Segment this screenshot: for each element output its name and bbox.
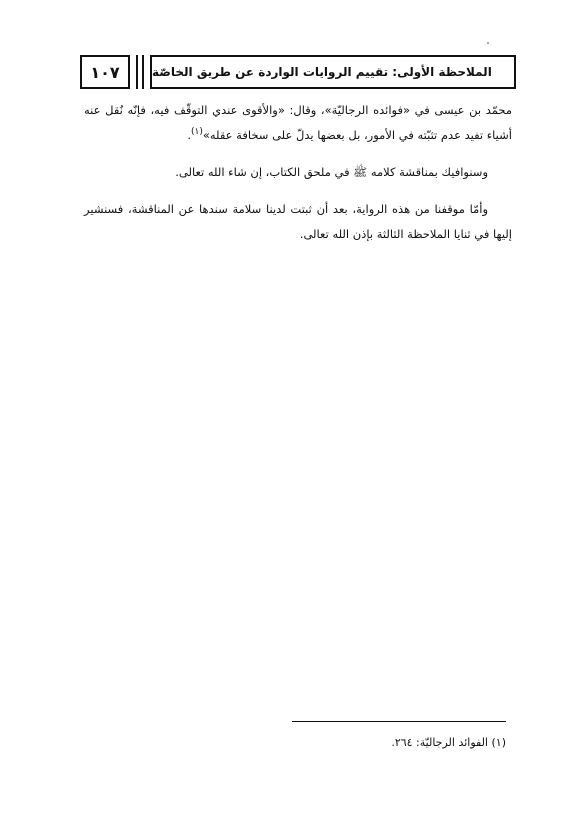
page-header: [80, 55, 516, 89]
paragraph: [84, 98, 512, 148]
paragraph-text: محمّد بن عيسى في «فوائده الرجاليّة»، وقال: «والأقوى عندي التوقّف فيه، فإنّه نُقل عنه أشياء تفيد عدم تثبّته في الأمور، بل بعضها يدلّ على سخافة عقله»: [84, 103, 512, 142]
paragraph: [84, 160, 512, 185]
footnote-reference[interactable]: (١): [190, 127, 203, 138]
running-title-box: [150, 55, 516, 89]
footnote-separator: [292, 721, 506, 722]
page-number-box: [80, 55, 130, 89]
paragraph-end: .: [187, 128, 191, 142]
footnote-text: (١) الفوائد الرجاليّة: ٢٦٤.: [391, 736, 506, 749]
scan-speck: [487, 42, 489, 44]
main-text: [84, 98, 512, 259]
header-divider: [142, 55, 144, 89]
paragraph-text: وسنوافيك بمناقشة كلامه ﷺ في ملحق الكتاب، إن شاء الله تعالى.: [175, 165, 488, 179]
footnote: [292, 734, 506, 752]
header-divider: [136, 55, 138, 89]
page-number: ١٠٧: [90, 62, 120, 82]
paragraph: [84, 197, 512, 247]
paragraph-text: وأمّا موقفنا من هذه الرواية، بعد أن ثبتت لدينا سلامة سندها عن المناقشة، فسنشير إليها في ثنايا الملاحظة الثالثة بإذن الله تعالى.: [84, 202, 512, 241]
running-title: الملاحظة الأولى: تقييم الروايات الواردة عن طريق الخاصّة: [152, 65, 492, 79]
